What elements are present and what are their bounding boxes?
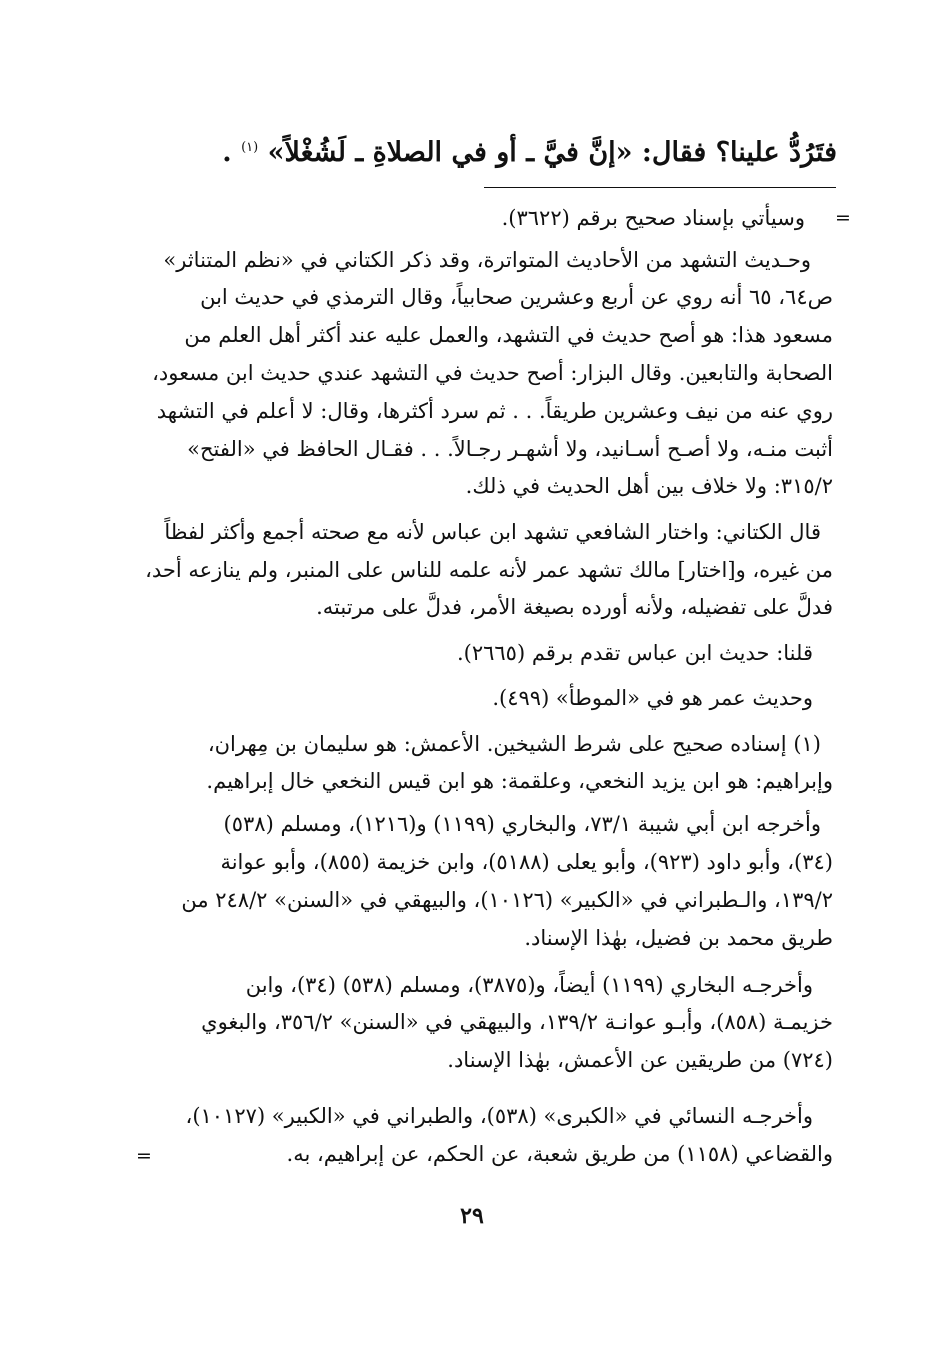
- page-number: ٢٩: [460, 1203, 484, 1229]
- footnote-line: قال الكتاني: واختار الشافعي تشهد ابن عباس لأنه مع صحته أجمع وأكثر لفظاً: [164, 520, 821, 544]
- footnote-line: وأخرجـه البخاري (١١٩٩) أيضاً، و(٣٨٧٥)، ومسلم (٥٣٨) (٣٤)، وابن: [245, 973, 813, 997]
- footnote-line: فدلَّ على تفضيله، ولأنه أورده بصيغة الأمر، فدلَّ على مرتبته.: [316, 595, 833, 619]
- footnote-line: الصحابة والتابعين. وقال البزار: أصح حديث في التشهد عندي حديث ابن مسعود،: [152, 361, 833, 385]
- footnote-line: وأخرجـه النسائي في «الكبرى» (٥٣٨)، والطبراني في «الكبير» (١٠١٢٧)،: [185, 1104, 813, 1128]
- footnote-line: قلنا: حديث ابن عباس تقدم برقم (٢٦٦٥).: [456, 641, 813, 665]
- footnote-line: وسيأتي بإسناد صحيح برقم (٣٦٢٢).: [501, 206, 805, 230]
- footnote-line: وحديث عمر هو في «الموطأ» (٤٩٩).: [492, 686, 813, 710]
- continuation-mark-top: =: [835, 207, 851, 229]
- footnote-line: مسعود هذا: هو أصح حديث في التشهد، والعمل عليه عند أكثر أهل العلم من: [184, 323, 833, 347]
- main-text-line: [97, 128, 837, 173]
- continuation-mark-bottom: =: [136, 1145, 152, 1167]
- footnote-line: روي عنه من نيف وعشرين طريقاً. . . ثم سرد أكثرها، وقال: لا أعلم في التشهد: [156, 399, 833, 423]
- footnote-line: وأخرجه ابن أبي شيبة ٧٣/١، والبخاري (١١٩٩) و(١٢١٦)، ومسلم (٥٣٨): [223, 812, 821, 836]
- footnote-line: طريق محمد بن فضيل، بهٰذا الإسناد.: [524, 926, 833, 950]
- main-text-end: .: [222, 137, 232, 168]
- footnote-line: أثبت منـه، ولا أصـح أسـانيد، ولا أشهـر رجـالاً. . . فقـال الحافظ في «الفتح»: [187, 437, 833, 461]
- footnote-line: وإبراهيم: هو ابن يزيد النخعي، وعلقمة: هو ابن قيس النخعي خال إبراهيم.: [206, 769, 833, 793]
- main-text: فتَرُدُّ علينا؟ فقال: «إنَّ فيَّ ـ أو في الصلاةِ ـ لَشُغْلاً»: [267, 137, 837, 168]
- footnote-line: ص٦٤، ٦٥ أنه روي عن أربع وعشرين صحابياً، وقال الترمذي في حديث ابن: [200, 285, 833, 309]
- footnote-line: ١٣٩/٢، والـطبراني في «الكبير» (١٠١٢٦)، والبيهقي في «السنن» ٢٤٨/٢ من: [181, 888, 833, 912]
- footnote-separator: [484, 187, 836, 188]
- footnote-line: (١) إسناده صحيح على شرط الشيخين. الأعمش: هو سليمان بن مِهران،: [207, 732, 821, 756]
- footnote-line: والقضاعي (١١٥٨) من طريق شعبة، عن الحكم، عن إبراهيم، به.: [286, 1142, 833, 1166]
- footnote-reference: (١): [241, 140, 259, 155]
- footnote-line: ٣١٥/٢: ولا خلاف بين أهل الحديث في ذلك.: [465, 474, 833, 498]
- footnote-line: وحـديث التشهد من الأحاديث المتواترة، وقد ذكر الكتاني في «نظم المتناثر»: [163, 248, 811, 272]
- footnote-line: من غيره، و[اختار] مالك تشهد عمر لأنه علمه للناس على المنبر، ولم ينازعه أحد،: [145, 558, 833, 582]
- footnote-line: خزيمـة (٨٥٨)، وأبـو عوانـة ١٣٩/٢، والبيهقي في «السنن» ٣٥٦/٢، والبغوي: [201, 1010, 833, 1034]
- footnote-line: (٧٢٤) من طريقين عن الأعمش، بهٰذا الإسناد.: [447, 1048, 833, 1072]
- footnote-line: (٣٤)، وأبو داود (٩٢٣)، وأبو يعلى (٥١٨٨)، وابن خزيمة (٨٥٥)، وأبو عوانة: [220, 850, 833, 874]
